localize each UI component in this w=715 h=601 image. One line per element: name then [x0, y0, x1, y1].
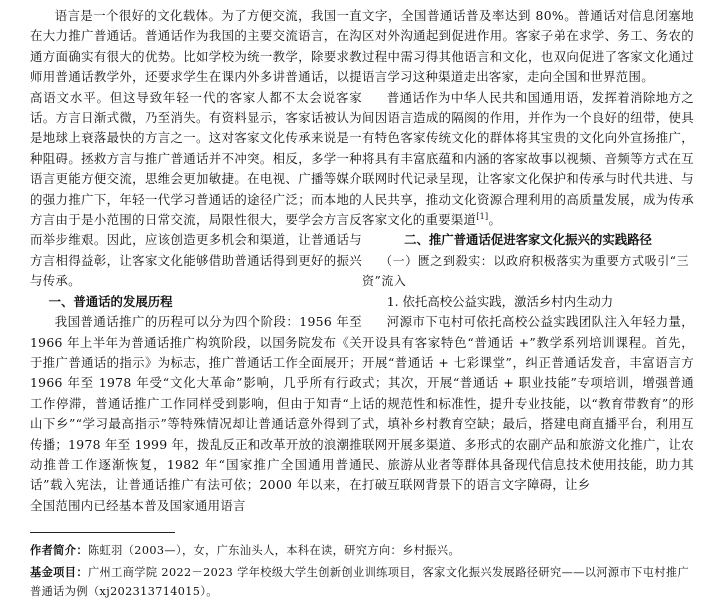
fund-text: 广州工商学院 2022－2023 学年校级大学生创新创业训练项目，客家文化振兴发展路径研究——以河源市下屯村推广普通话为例（xj202313714015）。 — [30, 566, 690, 598]
section-heading-2: 二、推广普通话促进客家文化振兴的实践路径 — [404, 232, 652, 248]
subsection-heading-1-1: 1. 依托高校公益实践，激活乡村内生动力 — [386, 293, 614, 309]
continuation-paragraph: 文字，全国普通话普及率达到 80%。普通话对信息闭塞地区对外沟通起到促进作用。客家子弟在求学、务工、务农的过程中需习得其他语言和文化，也双向促进了客家文化通过语言学习这种渠道走出客家，走向全国和世界范围。 — [362, 8, 694, 85]
history-paragraph: 我国普通话推广的历程可以分为四个阶段：1956 年至 1966 年上半年为普通话推广构筑阶段，以国务院发布《关于推广普通话的指示》为标志，推广普通话工作全面展开；1966 年至 1978 年受“文化大革命”影响，几乎所有行政工作停滞，普通话推广工作同样受到影响，但由于知青“上山下乡”“学习最高指示”等特殊情况却让普通话意外得到了传播；1978 年至 1999 年，拨乱反正和改革开放的浪潮推动推普工作逐渐恢复，1982 年“国家推广全国通用普通话”载入宪法，让普通话推广有法可依；2000 年以来，在全国范围内已经基本普及国家通用语言 — [30, 314, 362, 513]
fund-label: 基金项目： — [30, 566, 88, 579]
left-column — [30, 6, 362, 516]
citation-mark: [1] — [476, 211, 489, 221]
sentence-end: 。 — [488, 212, 502, 228]
fund-footnote — [30, 563, 695, 601]
right-column — [362, 6, 694, 496]
author-footnote — [30, 541, 695, 560]
mandarin-role-text: 普通话作为中华人民共和国通用语，发挥着消除地方之间因语言造成的隔阂的作用，并作为一个良好的纽带，使具有特色客家传统文化的群体将其宝贵的文化向外宣扬推广，将具有丰富底蕴和内涵的客家故事以视频、音频等方式在互联网时代记录呈现，让客家文化保护和传承与时代共进、与人民共享，推动文化资源合理利用的高质量发展，成为传承客家文化的重要渠道 — [362, 89, 694, 228]
author-label: 作者简介： — [30, 544, 88, 557]
intro-paragraph: 语言是一个很好的文化载体。为了方便交流，我国一直在大力推广普通话。普通话作为我国的主要交流语言，在沟通方面确实有很大的优势。比如学校为统一教学，除要求教师用普通话教学外，还要求学生在课内外多讲普通话，以提高语文水平。但这导致年轻一代的客家人都不太会说客家话。方言日渐式微，乃至消失。有资料显示，客家话被认为是地球上衰落最快的方言之一。这对客家文化传承来说是一种阻碍。拯救方言与推广普通话并不冲突。相反，多学一种语言更能方便交流，思维会更加敏捷。在电视、广播等媒介的强力推广下，年轻一代学习普通话的途径广泛；而本地的方言由于是小范围的日常交流，局限性很大，要学会方言反而举步维艰。因此，应该创造更多机会和渠道，让普通话与方言相得益彰，让客家文化能够借助普通话得到更好的振兴与传承。 — [30, 8, 362, 289]
footnote-divider — [30, 532, 175, 533]
author-text: 陈虹羽（2003—），女，广东汕头人，本科在读，研究方向：乡村振兴。 — [87, 544, 461, 557]
section-heading-1: 一、普通话的发展历程 — [48, 293, 173, 309]
subsection-heading-1: （一）匮之到殺实：以政府积极落实为重要方式吸引“三资”流入 — [362, 253, 690, 289]
practice-paragraph: 河源市下屯村可依托高校公益实践团队注入年轻力量，开设具有客家特色“普通话 +”教学系列培训课程。首先，开展“普通话 + 七彩课堂”，纠正普通话发音，丰富语言方式；其次，开展“普通话 + 职业技能”专项培训，增强普通话的规范性和标准性，提升专业技能，以“教育带教育”的形式，填补乡村教育空缺；最后，搭建电商直播平台，利用互联网开展多渠道、多形式的农副产品和旅游文化推广，让农民、旅游从业者等群体具备现代信息技术使用技能，助力其打破互联网背景下的语言文字障碍，让乡 — [362, 314, 694, 493]
mandarin-role-paragraph — [362, 88, 694, 231]
